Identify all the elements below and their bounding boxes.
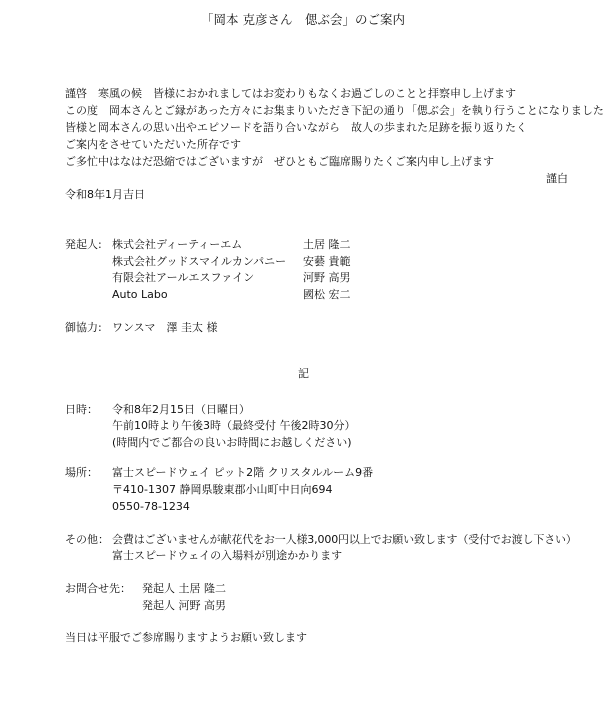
other-line: 富士スピードウェイの入場料が別途かかります [112,549,343,562]
greeting-line: 謹啓 寒風の候 皆様におかれましてはお変わりもなくお過ごしのことと拝察申し上げます [65,87,516,100]
organizer-company: 有限会社アールエスファイン [112,271,255,284]
greeting-line: ご案内をさせていただいた所存です [65,138,241,151]
organizer-company: 株式会社ディーティーエム [112,238,243,251]
organizer-person: 國松 宏二 [303,288,351,301]
organizer-company: Auto Labo [112,288,168,301]
place-line: 富士スピードウェイ ピット2階 クリスタルルーム9番 [112,466,374,479]
organizers-label: 発起人: [65,238,102,251]
closing-word: 謹白 [546,172,568,185]
other-line: 会費はございませんが献花代をお一人様3,000円以上でお願い致します（受付でお渡し下さい） [112,533,577,546]
organizer-person: 安藝 貴範 [303,255,351,268]
organizer-person: 河野 高男 [303,271,351,284]
cooperation-value: ワンスマ 澤 圭太 様 [112,321,218,334]
greeting-line: この度 岡本さんとご縁があった方々にお集まりいただき下記の通り「偲ぶ会」を執り行うことになりました [65,104,604,117]
place-line: 0550-78-1234 [112,500,190,513]
footer-note: 当日は平服でご参席賜りますようお願い致します [65,631,307,644]
cooperation-label: 御協力: [65,321,102,334]
organizer-company: 株式会社グッドスマイルカンパニー [112,255,287,268]
place-line: 〒410-1307 静岡県駿東郡小山町中日向694 [112,483,333,496]
date-line: 午前10時より午後3時（最終受付 午後2時30分） [112,419,356,432]
greeting-line: 皆様と岡本さんの思い出やエピソードを語り合いながら 故人の歩まれた足跡を振り返りたく [65,121,527,134]
date-label: 日時： [65,403,98,416]
greeting-line: ご多忙中はなはだ恐縮ではございますが ぜひともご臨席賜りたくご案内申し上げます [65,155,494,168]
date-line: 令和8年2月15日（日曜日） [112,403,250,416]
ki-heading: 記 [298,367,309,380]
place-label: 場所： [65,466,98,479]
contact-line: 発起人 河野 高男 [142,599,226,612]
issue-date: 令和8年1月吉日 [65,188,145,201]
other-label: その他： [65,533,109,546]
invitation-title: 「岡本 克彦さん 偲ぶ会」のご案内 [201,12,405,27]
contact-line: 発起人 土居 隆二 [142,582,226,595]
date-line: (時間内でご都合の良いお時間にお越しください) [112,436,352,449]
contact-label: お問合せ先： [65,582,131,595]
organizer-person: 土居 隆二 [303,238,351,251]
